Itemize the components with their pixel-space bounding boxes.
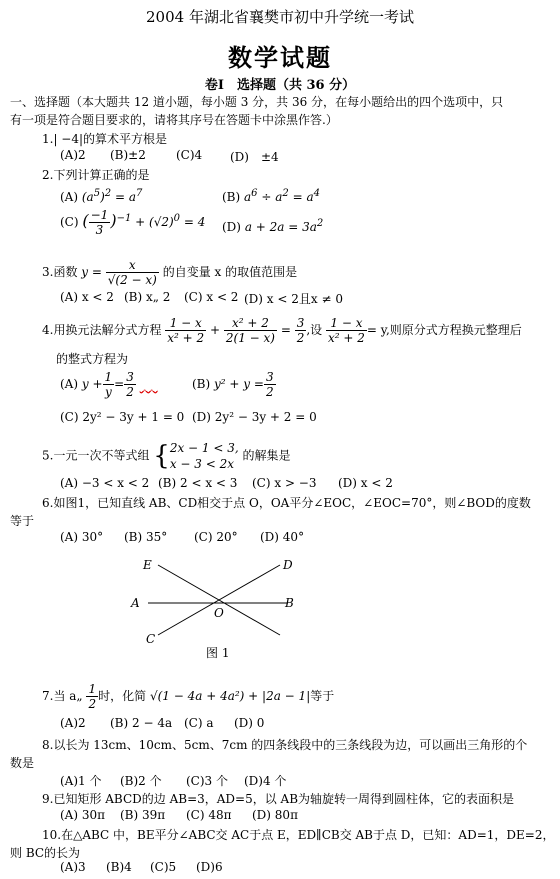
- question-6-option-a: (A) 30°: [60, 530, 104, 544]
- question-1-option-d: (D) ±4: [230, 150, 279, 164]
- figure-1-caption: 图 1: [206, 646, 230, 660]
- section-instruction-line1: 一、选择题（本大题共 12 道小题，每小题 3 分，共 36 分，在每小题给出的四个选项中，只: [10, 95, 504, 109]
- question-8-option-c: (C)3 个: [186, 774, 228, 788]
- question-7-option-b: (B) 2 − 4a: [110, 716, 173, 730]
- question-2-option-c: (C) ( $\frac{-1}{3}$ )$^{-1} + (√2)^0 = 4$: [60, 208, 206, 237]
- question-9-option-d: (D) 80π: [252, 808, 298, 822]
- question-3-stem: 3.函数 y = $\frac{x}{√(2 - x)}$ 的自变量 x 的取值范围是: [42, 258, 298, 287]
- question-10-option-b: (B)4: [106, 860, 132, 874]
- question-3-option-b: (B) x„ 2: [124, 290, 171, 304]
- section-instruction-line2: 有一项是符合题目要求的，请将其序号在答题卡中涂黑作答.）: [10, 113, 338, 127]
- question-2-option-a: (A) $(a^5)^2 = a^7$: [60, 188, 143, 204]
- question-6-stem: 6.如图1，已知直线 AB、CD相交于点 O，OA平分∠EOC，∠EOC=70°，则∠BOD的度数: [42, 496, 531, 510]
- question-1-option-b: (B)±2: [110, 148, 146, 162]
- question-8-stem-line2: 数是: [10, 756, 35, 770]
- question-2-option-d: (D) $a + 2a = 3a^2$: [222, 218, 324, 234]
- question-3-option-d: (D) x < 2且x ≠ 0: [244, 292, 343, 306]
- question-6-stem-line2: 等于: [10, 514, 35, 528]
- question-10-stem: 10.在△ABC 中，BE平分∠ABC交 AC于点 E，ED∥CB交 AB于点 D，已知：AD=1，DE=2，: [42, 828, 555, 842]
- question-6-option-d: (D) 40°: [260, 530, 305, 544]
- question-4-option-d: (D) 2y² − 3y + 2 = 0: [192, 410, 317, 424]
- question-4-option-a: (A) y + $\frac{1}{y}$ = $\frac{3}{2}$ ___: [60, 370, 158, 399]
- question-10-stem-line2: 则 BC的长为: [10, 846, 81, 860]
- point-e-label: E: [143, 558, 152, 572]
- question-9-stem: 9.已知矩形 ABCD的边 AB=3，AD=5，以 AB为轴旋转一周得到圆柱体，它的表面积是: [42, 792, 515, 806]
- question-6-option-c: (C) 20°: [194, 530, 238, 544]
- question-5-option-a: (A) −3 < x < 2: [60, 476, 150, 490]
- question-1-option-a: (A)2: [60, 148, 86, 162]
- subject-title: 数学试题: [228, 43, 332, 72]
- question-9-option-b: (B) 39π: [120, 808, 166, 822]
- question-7-stem: 7.当 a„ $\frac{1}{2}$ 时，化简 √(1 − 4a + 4a²) + |2a − 1|等于: [42, 682, 335, 711]
- question-10-option-a: (A)3: [60, 860, 86, 874]
- question-4-option-c: (C) 2y² − 3y + 1 = 0: [60, 410, 185, 424]
- question-1-option-c: (C)4: [176, 148, 203, 162]
- question-5-stem: 5.一元一次不等式组 { 2x − 1 < 3, x − 3 < 2x 的解集是: [42, 441, 291, 471]
- part-title: 卷Ⅰ 选择题（共 36 分）: [204, 78, 356, 93]
- question-8-stem: 8.以长为 13cm、10cm、5cm、7cm 的四条线段中的三条线段为边，可以画出三角形的个: [42, 738, 528, 752]
- exam-title: 2004 年湖北省襄樊市初中升学统一考试: [146, 8, 414, 26]
- question-8-option-d: (D)4 个: [244, 774, 287, 788]
- question-2-stem: 2.下列计算正确的是: [42, 168, 150, 182]
- question-7-option-d: (D) 0: [234, 716, 265, 730]
- question-4-stem: 4.用换元法解分式方程 $\frac{1 - x}{\text{x² + 2}}$ + $\frac{\text{x² + 2}}{2(1 - x)}$ = $\frac{3}{2}$ ,设 $\frac{1 - x}{\text{x² + 2}}$ = y,则原分式方程换元整理后: [42, 316, 522, 345]
- question-9-option-c: (C) 48π: [186, 808, 232, 822]
- question-4-stem-line2: 的整式方程为: [56, 352, 129, 366]
- point-b-label: B: [285, 596, 294, 610]
- point-c-label: C: [146, 632, 156, 646]
- point-d-label: D: [283, 558, 293, 572]
- question-10-option-d: (D)6: [196, 860, 223, 874]
- point-a-label: A: [131, 596, 140, 610]
- question-6-option-b: (B) 35°: [124, 530, 168, 544]
- question-2-option-b: (B) $a^6 \div a^2 = a^4$: [222, 188, 320, 204]
- question-4-option-b: (B) y² + y = $\frac{3}{2}$: [192, 370, 274, 399]
- question-3-option-c: (C) x < 2: [184, 290, 239, 304]
- question-8-option-a: (A)1 个: [60, 774, 102, 788]
- question-9-option-a: (A) 30π: [60, 808, 105, 822]
- question-1-stem: 1.| −4|的算术平方根是: [42, 132, 168, 146]
- question-5-option-b: (B) 2 < x < 3: [158, 476, 238, 490]
- question-7-option-c: (C) a: [184, 716, 214, 730]
- question-5-option-d: (D) x < 2: [338, 476, 393, 490]
- point-o-label: O: [214, 606, 224, 620]
- question-7-option-a: (A)2: [60, 716, 86, 730]
- question-10-option-c: (C)5: [150, 860, 177, 874]
- question-5-option-c: (C) x > −3: [252, 476, 317, 490]
- question-3-option-a: (A) x < 2: [60, 290, 114, 304]
- question-8-option-b: (B)2 个: [120, 774, 162, 788]
